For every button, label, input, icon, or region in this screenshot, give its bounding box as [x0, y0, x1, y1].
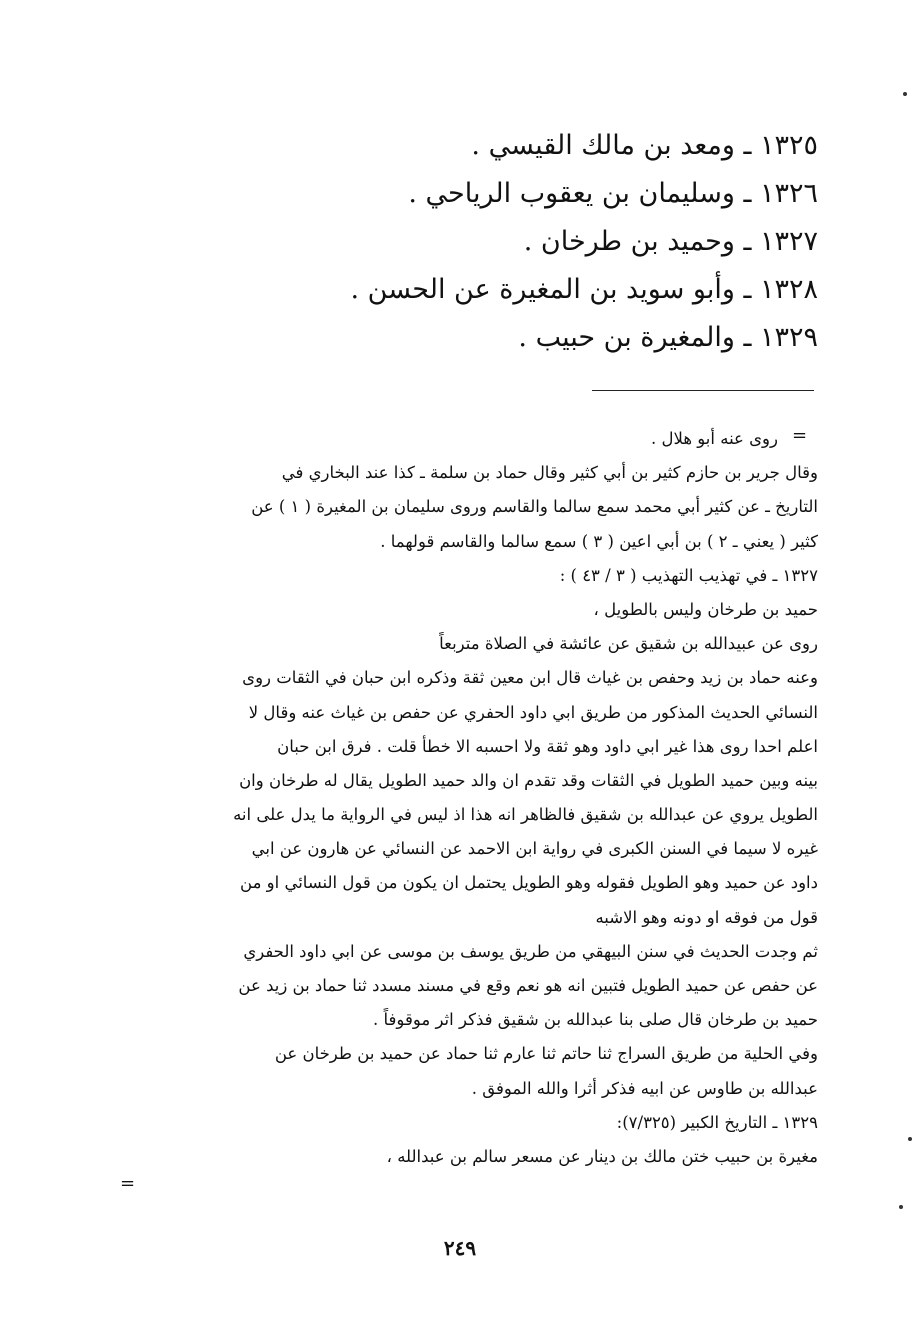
footnote-line: ثم وجدت الحديث في سنن البيهقي من طريق يوسف بن موسى عن ابي داود الحفري: [243, 941, 818, 961]
footnote-line: بينه وبين حميد الطويل في الثقات وقد تقدم ان والد حميد الطويل يقال له طرخان وان: [239, 770, 818, 790]
footnote-line: حميد بن طرخان قال صلى بنا عبدالله بن شقيق فذكر اثر موقوفاً .: [373, 1010, 818, 1030]
footnote-heading-1327: ١٣٢٧ ـ في تهذيب التهذيب ( ٣ / ٤٣ ) :: [559, 565, 818, 585]
narrator-entry-1325: ١٣٢٥ ـ ومعد بن مالك القيسي .: [471, 130, 818, 161]
page-number: ٢٤٩: [443, 1236, 477, 1260]
narrator-entry-1329: ١٣٢٩ ـ والمغيرة بن حبيب .: [518, 322, 818, 353]
scan-speck: [899, 1205, 903, 1209]
footnote-line: اعلم احدا روى هذا غير ابي داود وهو ثقة ولا احسبه الا خطأ قلت . فرق ابن حبان: [277, 736, 818, 756]
scan-speck: [903, 92, 907, 96]
continuation-mark-top: =: [792, 425, 808, 446]
footnote-line: كثير ( يعني ـ ٢ ) بن أبي اعين ( ٣ ) سمع سالما والقاسم قولهما .: [380, 531, 818, 551]
narrator-entry-1327: ١٣٢٧ ـ وحميد بن طرخان .: [523, 226, 818, 257]
scan-speck: [908, 1137, 912, 1141]
footnote-line: روى عنه أبو هلال .: [651, 429, 778, 448]
footnote-line: قول من فوقه او دونه وهو الاشبه: [595, 907, 818, 927]
narrator-entry-1328: ١٣٢٨ ـ وأبو سويد بن المغيرة عن الحسن .: [350, 274, 818, 305]
footnote-separator: [592, 390, 814, 391]
footnote-line: غيره لا سيما في السنن الكبرى في رواية ابن الاحمد عن النسائي عن هارون عن ابي: [251, 839, 818, 859]
footnote-line: وقال جرير بن حازم كثير بن أبي كثير وقال حماد بن سلمة ـ كذا عند البخاري في: [281, 463, 818, 483]
footnote-line: وعنه حماد بن زيد وحفص بن غياث قال ابن معين ثقة وذكره ابن حبان في الثقات روى: [242, 668, 818, 688]
narrator-entry-1326: ١٣٢٦ ـ وسليمان بن يعقوب الرياحي .: [408, 178, 818, 209]
footnote-line: النسائي الحديث المذكور من طريق ابي داود الحفري عن حفص بن غياث عنه وقال لا: [248, 702, 818, 722]
footnote-line: الطويل يروي عن عبدالله بن شقيق فالظاهر انه هذا اذ ليس في الرواية ما يدل على انه: [233, 805, 818, 825]
continuation-mark-bottom: =: [120, 1173, 136, 1194]
footnote-line: مغيرة بن حبيب ختن مالك بن دينار عن مسعر سالم بن عبدالله ،: [386, 1146, 818, 1166]
narrator-list: [118, 122, 818, 362]
footnote-line: عبدالله بن طاوس عن ابيه فذكر أثرا والله الموفق .: [471, 1078, 818, 1098]
footnote-line: روى عن عبيدالله بن شقيق عن عائشة في الصلاة متربعاً: [439, 634, 818, 654]
footnote-line: داود عن حميد وهو الطويل فقوله وهو الطويل يحتمل ان يكون من قول النسائي او من: [240, 873, 818, 893]
footnote-line: حميد بن طرخان وليس بالطويل ،: [593, 599, 818, 619]
footnote-heading-1329: ١٣٢٩ ـ التاريخ الكبير (٧/٣٢٥):: [616, 1112, 818, 1132]
footnotes: [102, 422, 818, 1174]
footnote-line: عن حفص عن حميد الطويل فتبين انه هو نعم وقع في مسند مسدد ثنا حماد بن زيد عن: [238, 976, 818, 995]
footnote-line: التاريخ ـ عن كثير أبي محمد سمع سالما والقاسم وروى سليمان بن المغيرة ( ١ ) عن: [251, 497, 818, 517]
footnote-line: وفي الحلية من طريق السراج ثنا حاتم ثنا عارم ثنا حماد عن حميد بن طرخان عن: [274, 1044, 818, 1064]
